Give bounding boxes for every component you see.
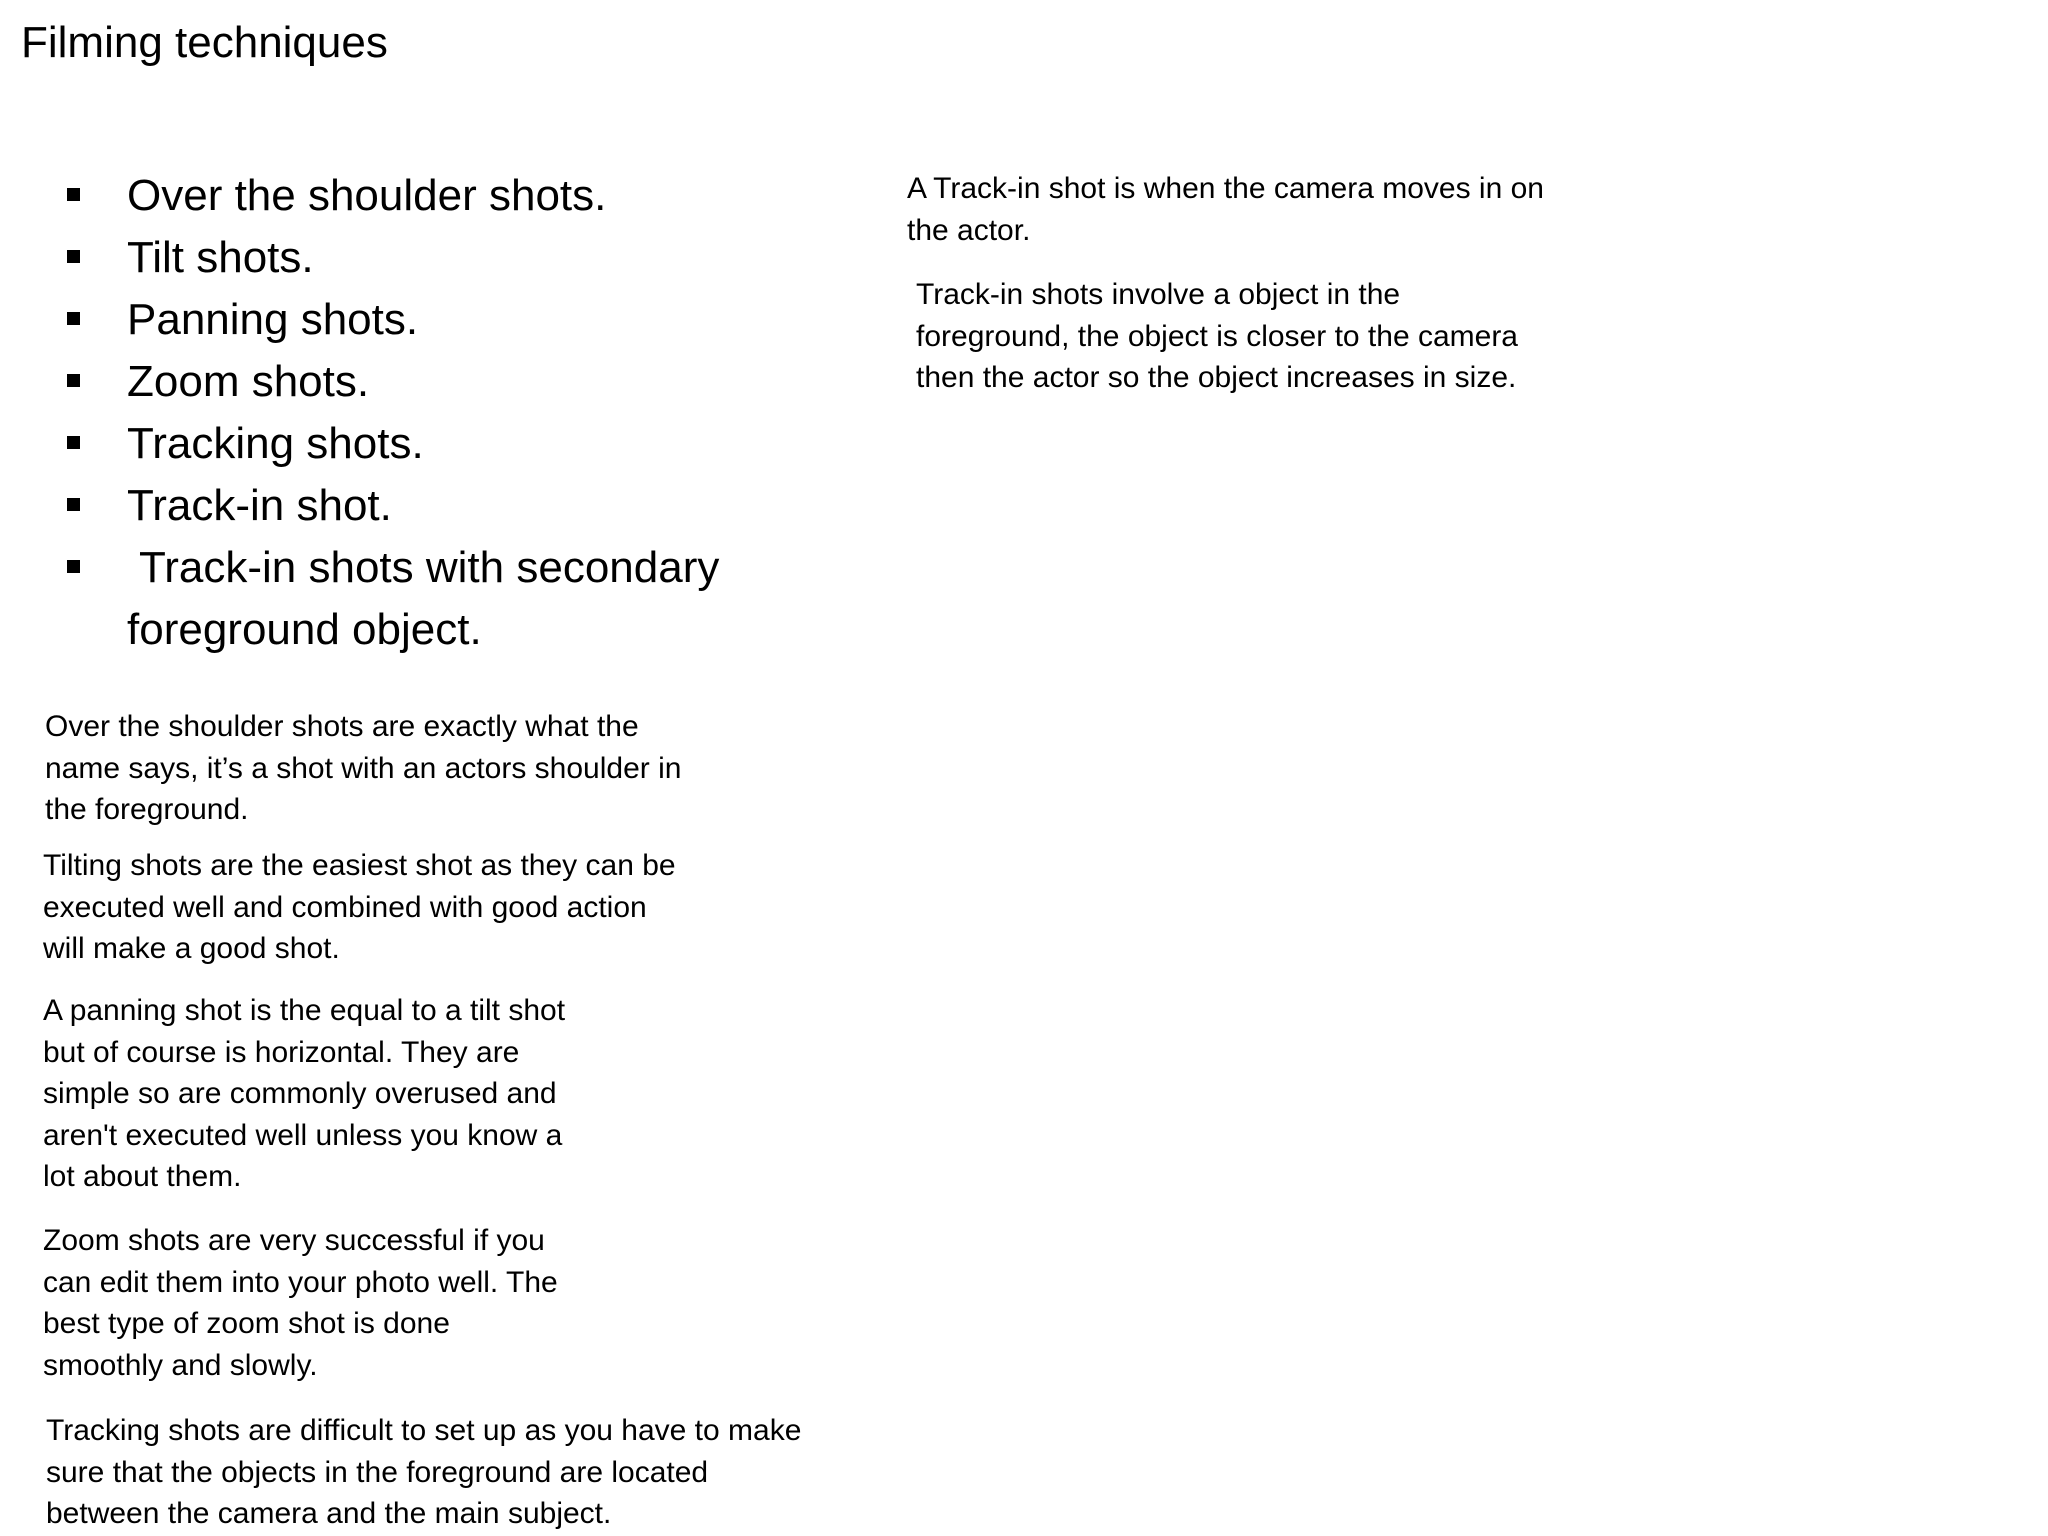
list-item xyxy=(60,475,800,537)
list-item xyxy=(60,413,800,475)
text-line: between the camera and the main subject. xyxy=(46,1497,612,1530)
over-shoulder-description xyxy=(45,706,745,831)
list-item xyxy=(60,165,800,227)
text-line: Zoom shots are very successful if you xyxy=(43,1224,545,1257)
bullet-square-icon xyxy=(67,436,80,449)
list-item-text: Track-in shot. xyxy=(127,481,392,530)
text-line: but of course is horizontal. They are xyxy=(43,1035,520,1069)
text-line: A panning shot is the equal to a tilt shot xyxy=(43,994,566,1027)
text-line: the foreground. xyxy=(45,793,249,826)
track-in-description xyxy=(907,168,1607,251)
list-item-text: Over the shoulder shots. xyxy=(127,171,607,220)
text-line: the actor. xyxy=(907,213,1031,247)
text-line: will make a good shot. xyxy=(43,932,340,965)
text-line: aren't executed well unless you know a xyxy=(43,1118,563,1152)
text-line: simple so are commonly overused and xyxy=(43,1077,557,1110)
text-line: Over the shoulder shots are exactly what the xyxy=(45,710,639,743)
list-item xyxy=(60,351,800,413)
list-item xyxy=(60,537,800,661)
text-line: then the actor so the object increases in size. xyxy=(916,361,1517,394)
bullet-square-icon xyxy=(67,560,80,573)
text-line: best type of zoom shot is done xyxy=(43,1307,450,1340)
text-line: sure that the objects in the foreground are located xyxy=(46,1455,709,1489)
page-title: Filming techniques xyxy=(21,18,388,67)
list-item xyxy=(60,289,800,351)
bullet-square-icon xyxy=(67,498,80,511)
list-item-text: Zoom shots. xyxy=(127,357,370,406)
list-item-text: Track-in shots with secondary foreground object. xyxy=(127,543,720,654)
list-item-text: Tilt shots. xyxy=(127,233,314,282)
text-line: lot about them. xyxy=(43,1160,242,1193)
text-line: name says, it’s a shot with an actors shoulder in xyxy=(45,751,682,785)
list-item-text: Tracking shots. xyxy=(127,419,424,468)
tilting-description xyxy=(43,845,743,970)
text-line: smoothly and slowly. xyxy=(43,1348,318,1382)
zoom-description xyxy=(43,1220,623,1386)
list-item xyxy=(60,227,800,289)
bullet-square-icon xyxy=(67,374,80,387)
tracking-description xyxy=(46,1410,846,1535)
text-line: Track-in shots involve a object in the xyxy=(916,278,1401,311)
text-line: executed well and combined with good action xyxy=(43,890,647,924)
bullet-square-icon xyxy=(67,250,80,263)
track-in-foreground-description xyxy=(916,274,1616,399)
text-line: can edit them into your photo well. The xyxy=(43,1265,558,1299)
list-item-text: Panning shots. xyxy=(127,295,419,344)
bullet-square-icon xyxy=(67,312,80,325)
text-line: Tracking shots are difficult to set up as you have to make xyxy=(46,1414,802,1447)
text-line: Tilting shots are the easiest shot as they can be xyxy=(43,849,676,882)
text-line: foreground, the object is closer to the camera xyxy=(916,319,1518,353)
panning-description xyxy=(43,990,623,1198)
bullet-square-icon xyxy=(67,188,80,201)
text-line: A Track-in shot is when the camera moves in on xyxy=(907,172,1544,205)
technique-list xyxy=(60,165,800,661)
